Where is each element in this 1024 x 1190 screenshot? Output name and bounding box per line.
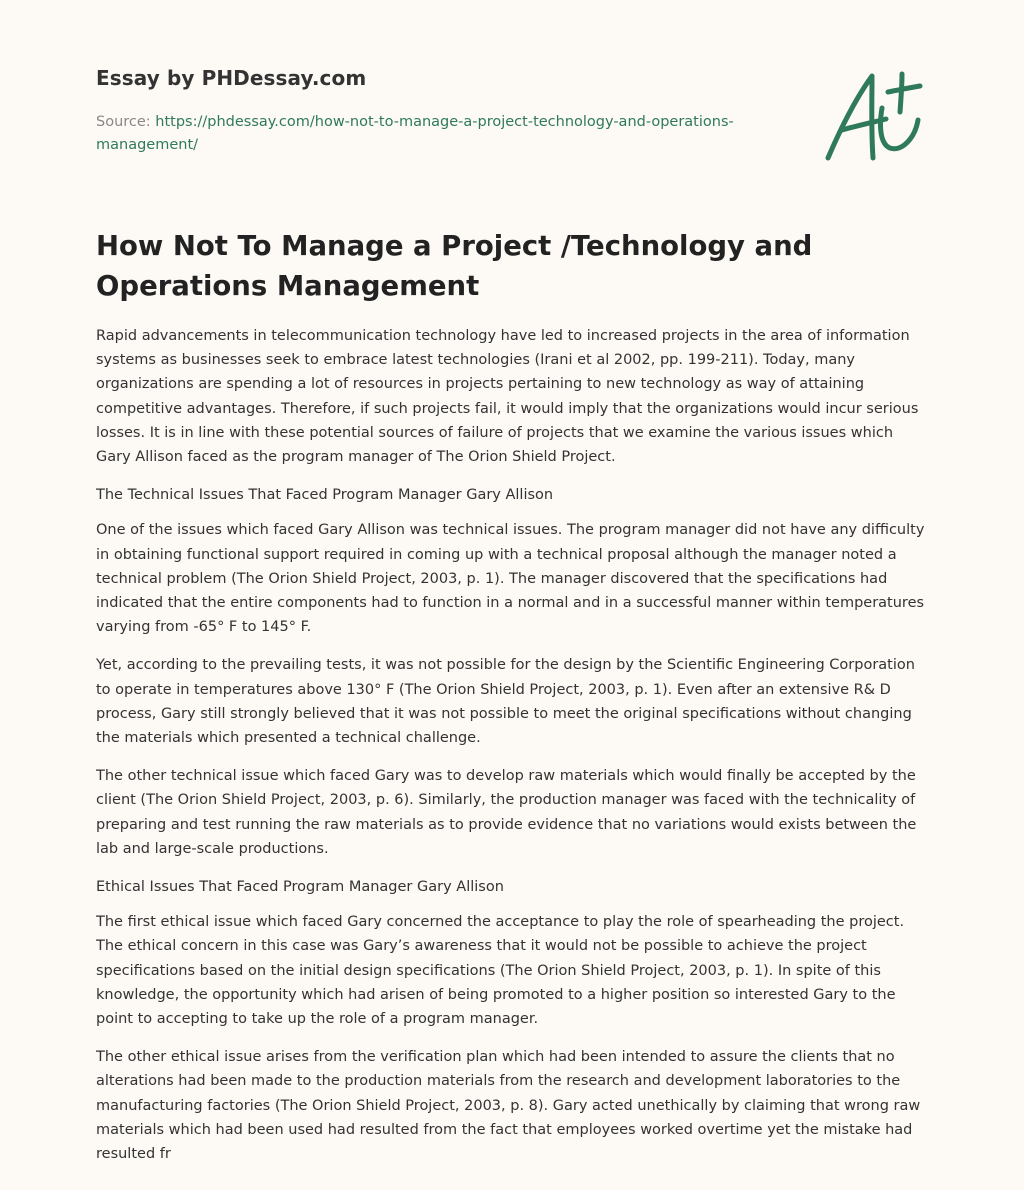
source-line [96,111,776,157]
source-link[interactable]: https://phdessay.com/how-not-to-manage-a-project-technology-and-operations-management/ [96,114,734,153]
essay-body [96,324,932,1176]
paragraph-technical-3: The other technical issue which faced Gary was to develop raw materials which would finally be accepted by the client (The Orion Shield Project, 2003, p. 6). Similarly, the production manager was faced with the technicality of preparing and test running the raw materials as to provide evidence that no variations would exists between the lab and large-scale productions. [96,768,917,857]
a-plus-logo-icon [822,68,926,166]
paragraph-ethical-2: The other ethical issue arises from the verification plan which had been intended to assure the clients that no alterations had been made to the production materials from the research and development laboratories to the manufacturing factories (The Orion Shield Project, 2003, p. 8). Gary acted unethically by claiming that wrong raw materials which had been used had resulted from the fact that employees worked overtime yet the mistake had resulted fr [96,1049,921,1163]
site-brand: Essay by PHDessay.com [96,66,367,90]
essay-title: How Not To Manage a Project /Technology and Operations Management [96,230,813,302]
paragraph-technical-1: One of the issues which faced Gary Allison was technical issues. The program manager did not have any difficulty in obtaining functional support required in coming up with a technical proposal although the manager noted a technical problem (The Orion Shield Project, 2003, p. 1). The manager discovered that the specifications had indicated that the entire components had to function in a normal and in a successful manner within temperatures varying from -65° F to 145° F. [96,522,925,636]
source-label: Source: [96,114,156,130]
section-heading-ethical: Ethical Issues That Faced Program Manager Gary Allison [96,879,504,896]
paragraph-ethical-1: The first ethical issue which faced Gary concerned the acceptance to play the role of spearheading the project. The ethical concern in this case was Gary’s awareness that it would not be possible to achieve the project specifications based on the initial design specifications (The Orion Shield Project, 2003, p. 1). In spite of this knowledge, the opportunity which had arisen of being promoted to a higher position so interested Gary to the point to accepting to take up the role of a program manager. [96,914,905,1028]
section-heading-technical: The Technical Issues That Faced Program Manager Gary Allison [96,487,554,504]
paragraph-technical-2: Yet, according to the prevailing tests, it was not possible for the design by the Scientific Engineering Corporation to operate in temperatures above 130° F (The Orion Shield Project, 2003, p. 1). Even after an extensive R& D process, Gary still strongly believed that it was not possible to meet the original specifications without changing the materials which presented a technical challenge. [96,657,915,747]
paragraph-intro: Rapid advancements in telecommunication technology have led to increased projects in the area of information systems as businesses seek to embrace latest technologies (Irani et al 2002, pp. 199-211). Today, many organizations are spending a lot of resources in projects pertaining to new technology as way of attaining competitive advantages. Therefore, if such projects fail, it would imply that the organizations would incur serious losses. It is in line with these potential sources of failure of projects that we examine the various issues which Gary Allison faced as the program manager of The Orion Shield Project. [96,328,919,466]
